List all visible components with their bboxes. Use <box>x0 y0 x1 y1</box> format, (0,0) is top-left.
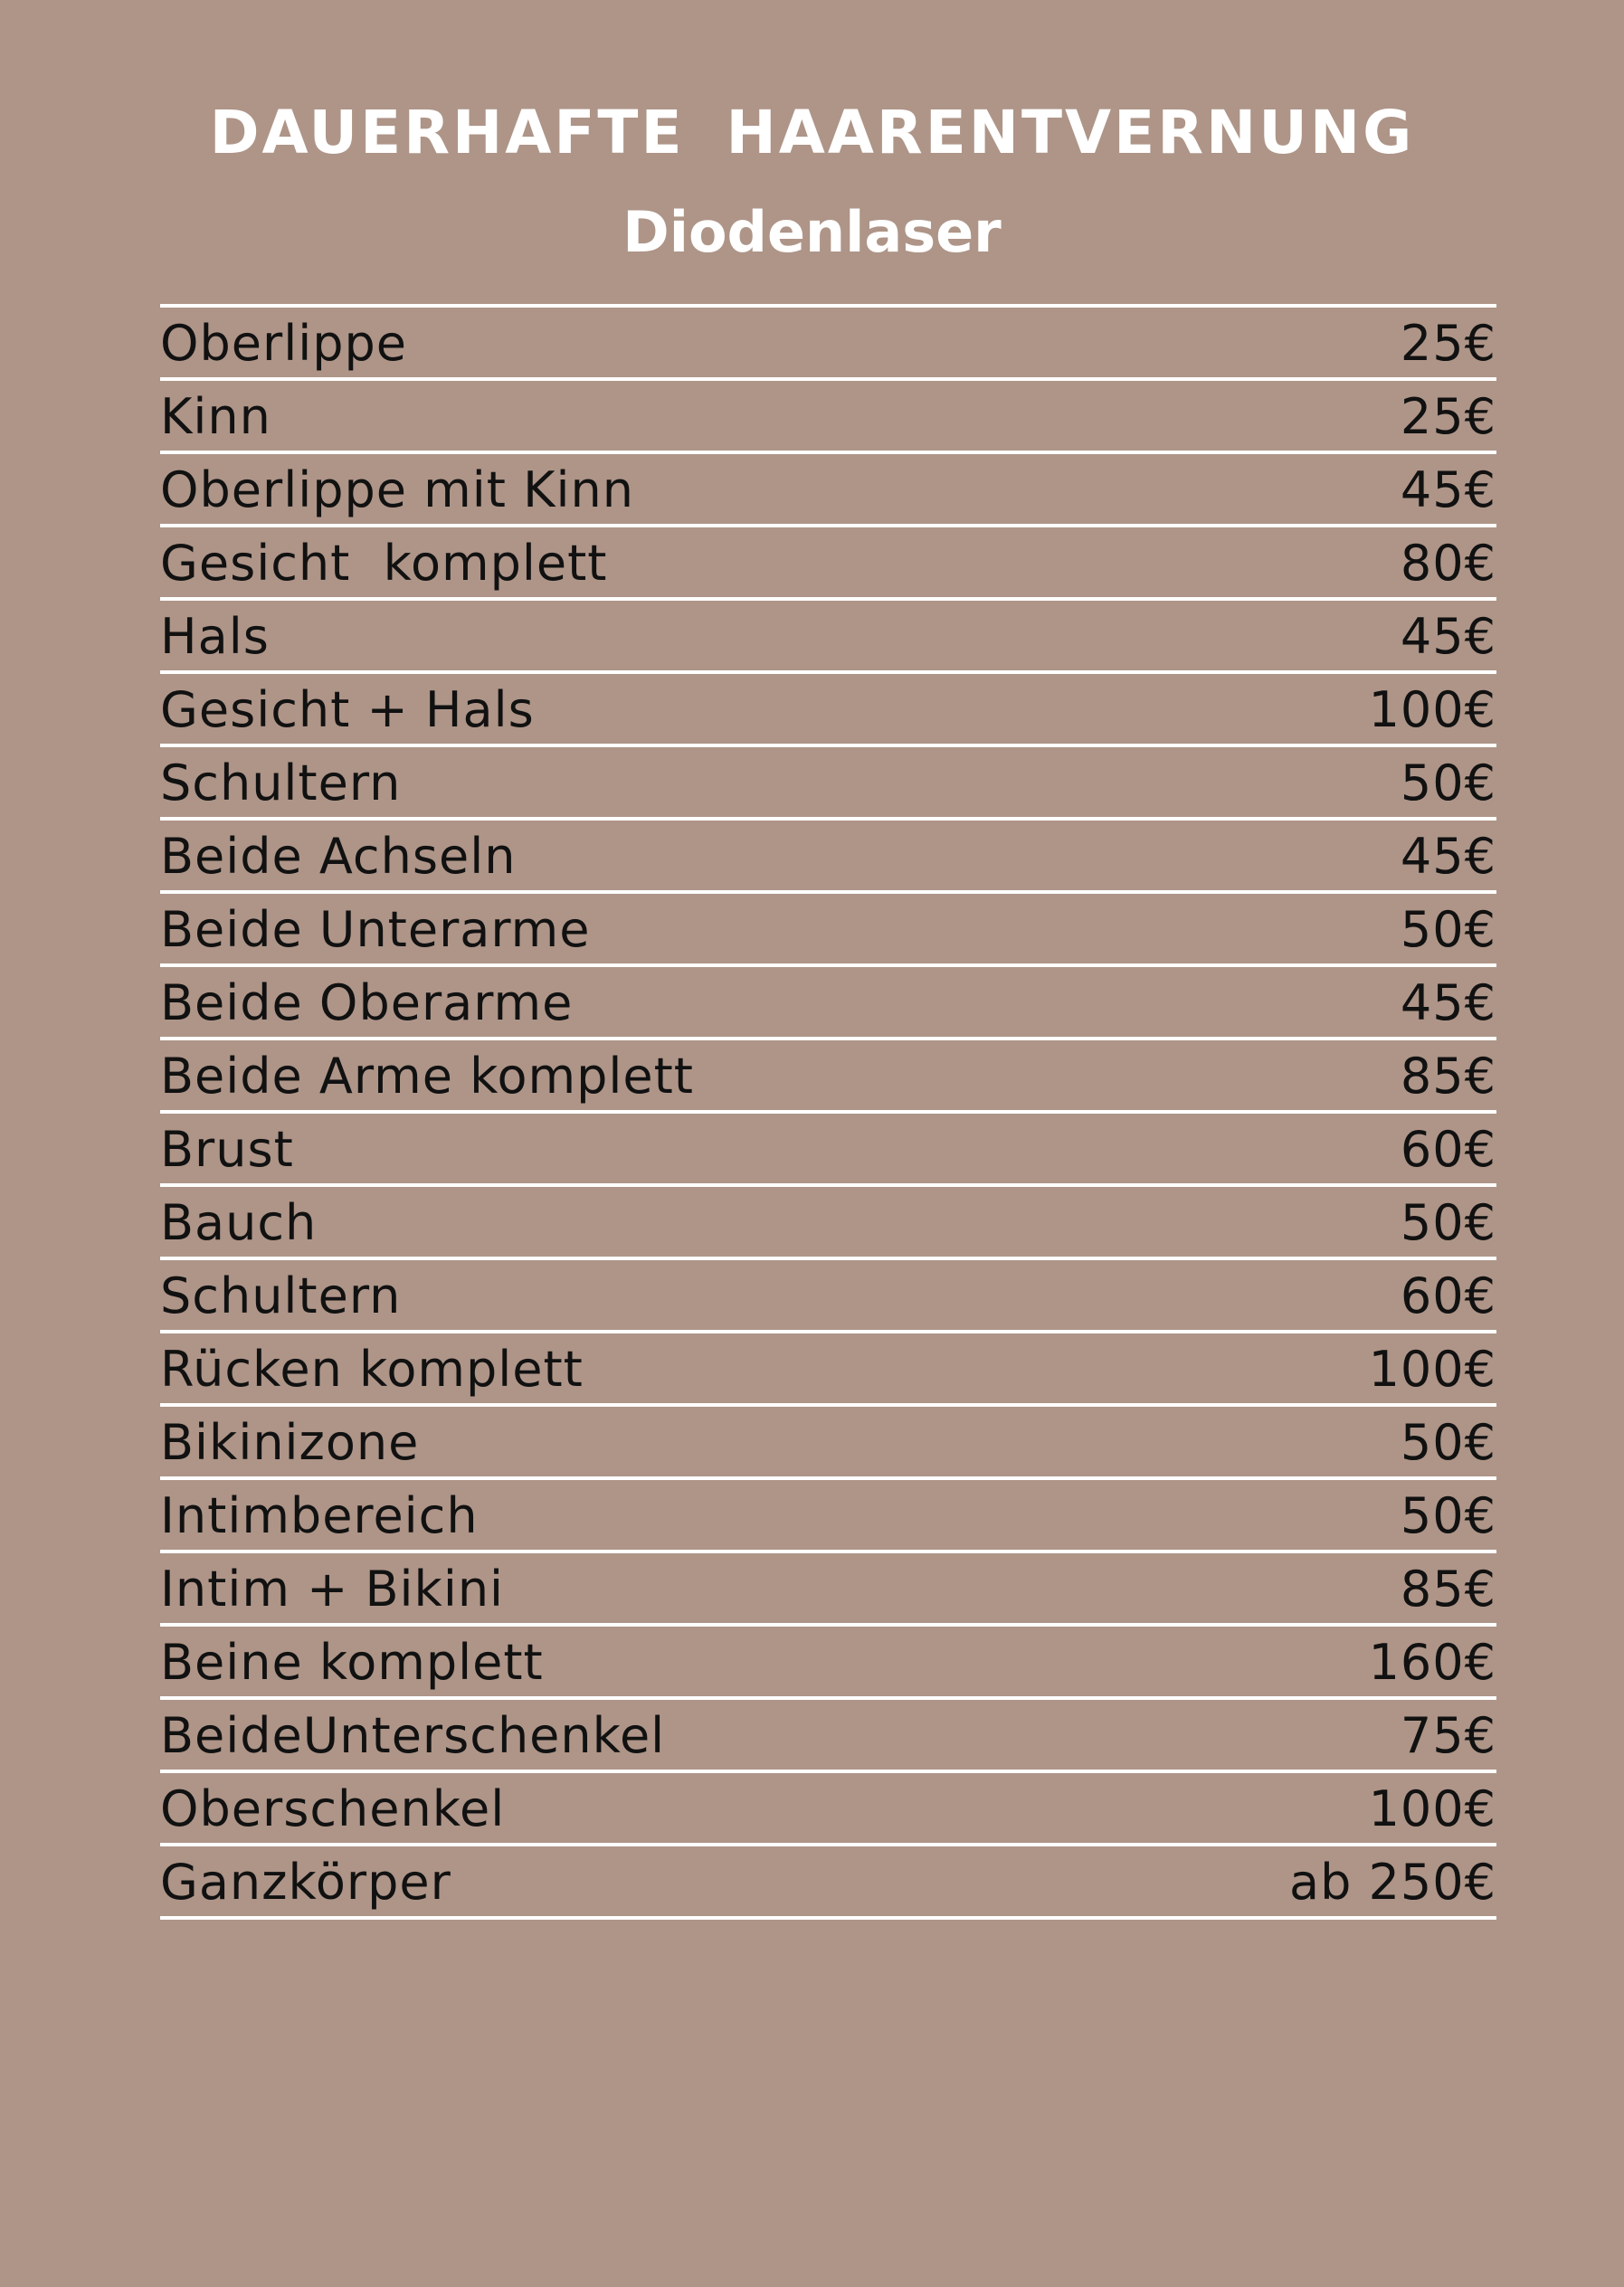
price-row <box>160 747 1496 821</box>
treatment-price: 50€ <box>1400 1414 1496 1471</box>
price-row <box>160 821 1496 894</box>
treatment-price: 80€ <box>1400 535 1496 592</box>
treatment-price: 60€ <box>1400 1267 1496 1324</box>
treatment-name: Beide Oberarme <box>160 974 574 1031</box>
price-row <box>160 1040 1496 1114</box>
treatment-price: ab 250€ <box>1289 1854 1496 1911</box>
treatment-price: 45€ <box>1400 461 1496 518</box>
treatment-price: 50€ <box>1400 754 1496 811</box>
price-row <box>160 1260 1496 1333</box>
price-row <box>160 1846 1496 1920</box>
price-row <box>160 1700 1496 1773</box>
treatment-name: Intim + Bikini <box>160 1561 505 1618</box>
treatment-price: 85€ <box>1400 1561 1496 1618</box>
treatment-name: Schultern <box>160 754 402 811</box>
price-row <box>160 967 1496 1040</box>
price-row <box>160 1333 1496 1407</box>
treatment-price: 100€ <box>1368 1780 1496 1837</box>
page-subtitle: Diodenlaser <box>622 199 1002 265</box>
price-row <box>160 674 1496 747</box>
treatment-price: 25€ <box>1400 315 1496 372</box>
treatment-name: BeideUnterschenkel <box>160 1707 666 1764</box>
treatment-name: Beide Unterarme <box>160 901 591 958</box>
price-row <box>160 1114 1496 1187</box>
treatment-name: Beide Arme komplett <box>160 1048 694 1105</box>
treatment-name: Intimbereich <box>160 1487 479 1544</box>
treatment-price: 25€ <box>1400 388 1496 445</box>
treatment-name: Beide Achseln <box>160 828 517 885</box>
price-list <box>160 304 1496 1920</box>
treatment-name: Gesicht komplett <box>160 535 608 592</box>
price-row <box>160 308 1496 381</box>
price-row <box>160 454 1496 527</box>
treatment-name: Bauch <box>160 1194 318 1251</box>
treatment-price: 75€ <box>1400 1707 1496 1764</box>
page-title: DAUERHAFTE HAARENTVERNUNG <box>209 98 1415 167</box>
treatment-name: Beine komplett <box>160 1634 544 1691</box>
price-row <box>160 894 1496 967</box>
treatment-name: Schultern <box>160 1267 402 1324</box>
price-row <box>160 1553 1496 1627</box>
treatment-name: Oberlippe <box>160 315 407 372</box>
treatment-price: 60€ <box>1400 1121 1496 1178</box>
price-row <box>160 1187 1496 1260</box>
price-row <box>160 1773 1496 1846</box>
treatment-price: 50€ <box>1400 1487 1496 1544</box>
treatment-name: Bikinizone <box>160 1414 420 1471</box>
treatment-price: 45€ <box>1400 608 1496 665</box>
treatment-price: 45€ <box>1400 828 1496 885</box>
treatment-name: Gesicht + Hals <box>160 681 535 738</box>
price-row <box>160 1480 1496 1553</box>
treatment-price: 85€ <box>1400 1048 1496 1105</box>
treatment-name: Rücken komplett <box>160 1341 584 1398</box>
treatment-name: Oberlippe mit Kinn <box>160 461 634 518</box>
treatment-price: 100€ <box>1368 681 1496 738</box>
treatment-name: Brust <box>160 1121 294 1178</box>
treatment-price: 160€ <box>1368 1634 1496 1691</box>
treatment-price: 50€ <box>1400 1194 1496 1251</box>
treatment-name: Oberschenkel <box>160 1780 506 1837</box>
treatment-price: 45€ <box>1400 974 1496 1031</box>
treatment-price: 100€ <box>1368 1341 1496 1398</box>
treatment-price: 50€ <box>1400 901 1496 958</box>
price-row <box>160 527 1496 601</box>
price-row <box>160 1627 1496 1700</box>
treatment-name: Kinn <box>160 388 271 445</box>
treatment-name: Hals <box>160 608 270 665</box>
treatment-name: Ganzkörper <box>160 1854 451 1911</box>
price-row <box>160 601 1496 674</box>
price-row <box>160 1407 1496 1480</box>
price-row <box>160 381 1496 454</box>
